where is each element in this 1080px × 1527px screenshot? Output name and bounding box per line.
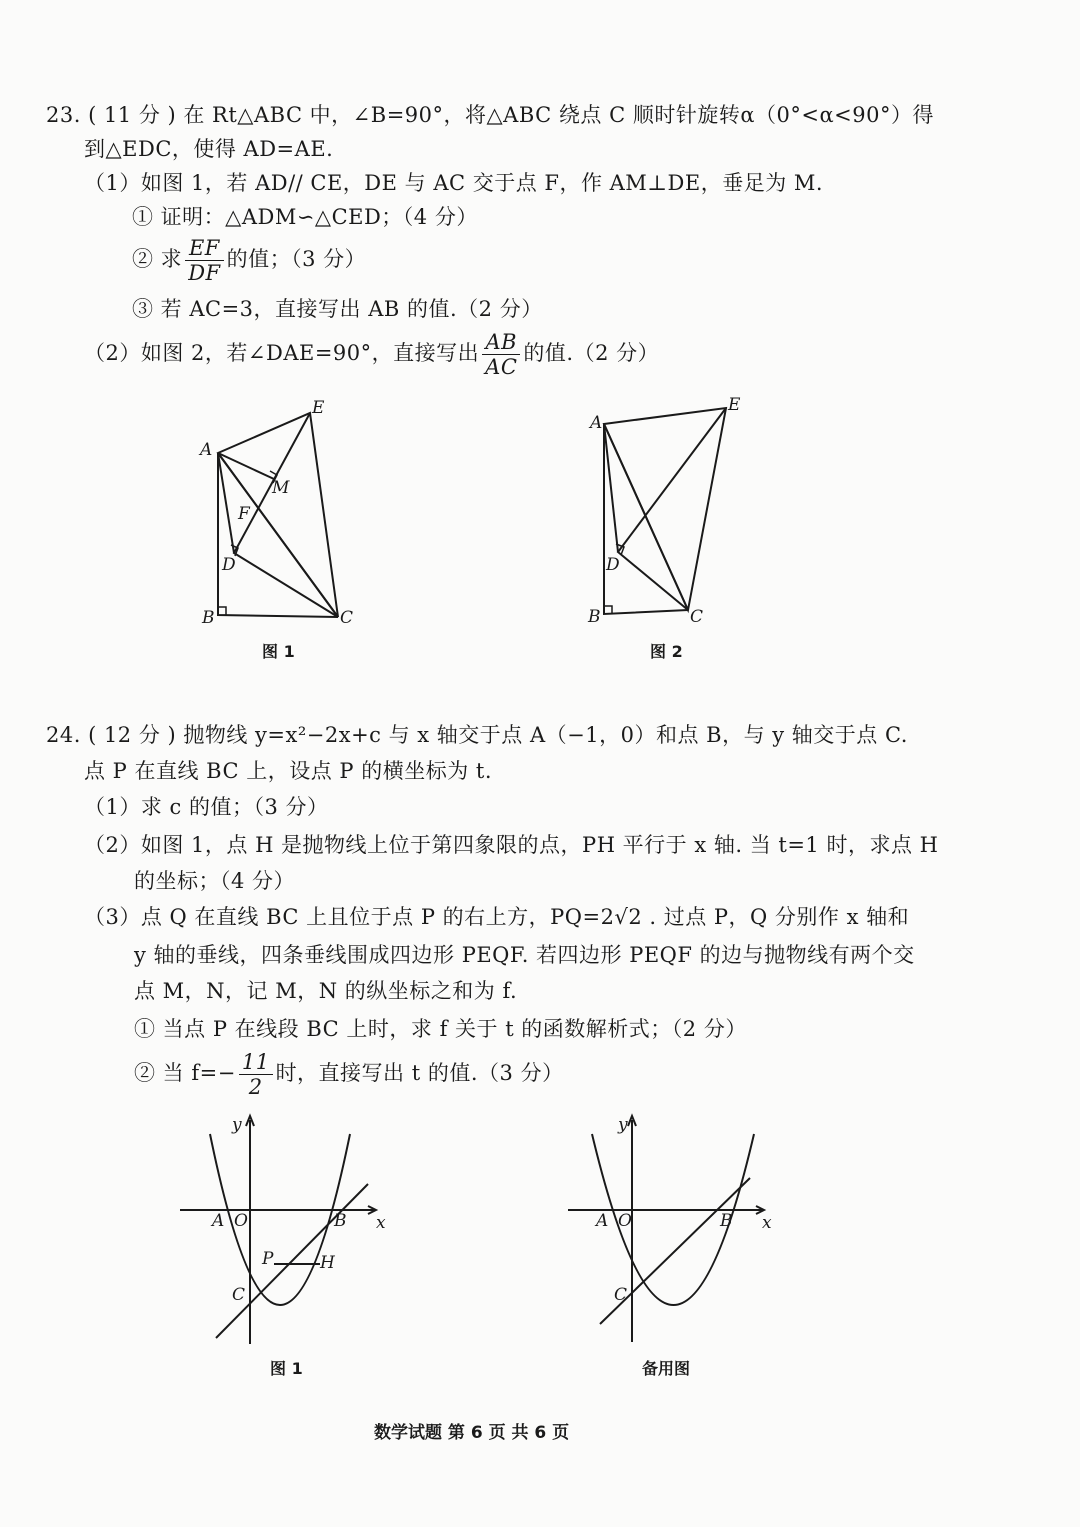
parabola [210,1134,350,1305]
label-e: E [728,395,741,415]
fraction-numerator: AB [482,330,520,355]
label-m: M [272,478,290,498]
q24-part3c: 点 M，N，记 M，N 的纵坐标之和为 f. [134,979,518,1003]
edge-ad [218,453,234,553]
fraction-ab-ac [482,330,520,379]
q24-figure-1 [178,1112,398,1352]
q23-part2-suffix: 的值.（2 分） [523,341,660,365]
line-bc [216,1184,368,1338]
q24-part1: （1）求 c 的值；（3 分） [84,795,329,819]
q24-line2: 点 P 在直线 BC 上，设点 P 的横坐标为 t. [84,759,492,783]
label-c: C [614,1285,628,1305]
label-b: B [720,1211,733,1231]
label-e: E [312,398,325,418]
q24-sub1: ① 当点 P 在线段 BC 上时，求 f 关于 t 的函数解析式；（2 分） [134,1017,747,1041]
label-x: x [376,1213,386,1233]
label-b: B [202,608,215,628]
q24-part2a: （2）如图 1，点 H 是抛物线上位于第四象限的点，PH 平行于 x 轴. 当 t=1 时，求点 H [84,833,939,857]
q23-sub1: ① 证明：△ADM∽△CED；（4 分） [132,205,478,229]
triangle-aec [604,408,726,610]
q24-fig1-caption: 图 1 [270,1359,303,1378]
q23-sub2 [132,236,366,285]
fraction-denominator: 2 [248,1075,263,1099]
label-a: A [212,1211,225,1231]
q23-fig1-caption: 图 1 [262,642,295,661]
label-c: C [232,1285,246,1305]
segment-ac [604,424,688,610]
q23-sub2-prefix: ② 求 [132,247,183,271]
label-a: A [590,413,603,433]
q24-sub2-suffix: 时，直接写出 t 的值.（3 分） [275,1061,564,1085]
label-h: H [320,1253,335,1273]
label-y: y [232,1115,242,1135]
fraction-numerator: EF [185,236,223,261]
fraction-denominator: DF [188,261,221,285]
edge-ad [604,424,618,552]
q24-fig2-caption: 备用图 [642,1359,691,1378]
label-o: O [618,1211,632,1231]
label-x: x [762,1213,772,1233]
fraction-11-2 [239,1050,273,1099]
q23-line1: 23. ( 11 分 ) 在 Rt△ABC 中，∠B=90°，将△ABC 绕点 C 顺时针旋转α（0°<α<90°）得 [46,103,934,127]
fraction-denominator: AC [485,355,518,379]
q24-part2b: 的坐标；（4 分） [134,869,296,893]
q23-part2 [84,330,659,379]
label-f: F [238,504,250,524]
q24-sub2-prefix: ② 当 f=− [134,1061,236,1085]
label-a: A [596,1211,609,1231]
label-c: C [340,608,354,628]
q24-backup-figure [566,1112,786,1352]
label-b: B [334,1211,347,1231]
q23-part2-prefix: （2）如图 2，若∠DAE=90°，直接写出 [84,341,480,365]
q23-line2: 到△EDC，使得 AD=AE. [84,137,334,161]
label-y: y [618,1115,628,1135]
label-d: D [606,555,620,575]
label-b: B [588,607,601,627]
q23-fig2-caption: 图 2 [650,642,683,661]
label-c: C [690,607,704,627]
q24-part3a: （3）点 Q 在直线 BC 上且位于点 P 的右上方，PQ=2√2 . 过点 P，Q 分别作 x 轴和 [84,905,910,929]
q23-sub3: ③ 若 AC=3，直接写出 AB 的值.（2 分） [132,297,543,321]
page-footer: 数学试题 第 6 页 共 6 页 [374,1423,570,1443]
q23-sub2-suffix: 的值；（3 分） [226,247,367,271]
label-p: P [262,1249,274,1269]
q24-part3b: y 轴的垂线，四条垂线围成四边形 PEQF. 若四边形 PEQF 的边与抛物线有两个交 [134,943,915,967]
fraction-numerator: 11 [239,1050,273,1075]
label-o: O [234,1211,248,1231]
right-angle-mark-b [218,607,226,615]
edge-e-d-c [618,408,726,610]
label-d: D [222,555,236,575]
label-a: A [200,440,213,460]
q24-sub2 [134,1050,564,1099]
q23-figure-2 [580,392,760,632]
q24-line1: 24. ( 12 分 ) 抛物线 y=x²−2x+c 与 x 轴交于点 A（−1，0）和点 B，与 y 轴交于点 C. [46,723,908,747]
q23-figure-1 [190,395,370,635]
fraction-ef-df [185,236,223,285]
triangle-aec [218,413,338,617]
q23-part1: （1）如图 1，若 AD// CE，DE 与 AC 交于点 F，作 AM⊥DE，垂足为 M. [84,171,824,195]
